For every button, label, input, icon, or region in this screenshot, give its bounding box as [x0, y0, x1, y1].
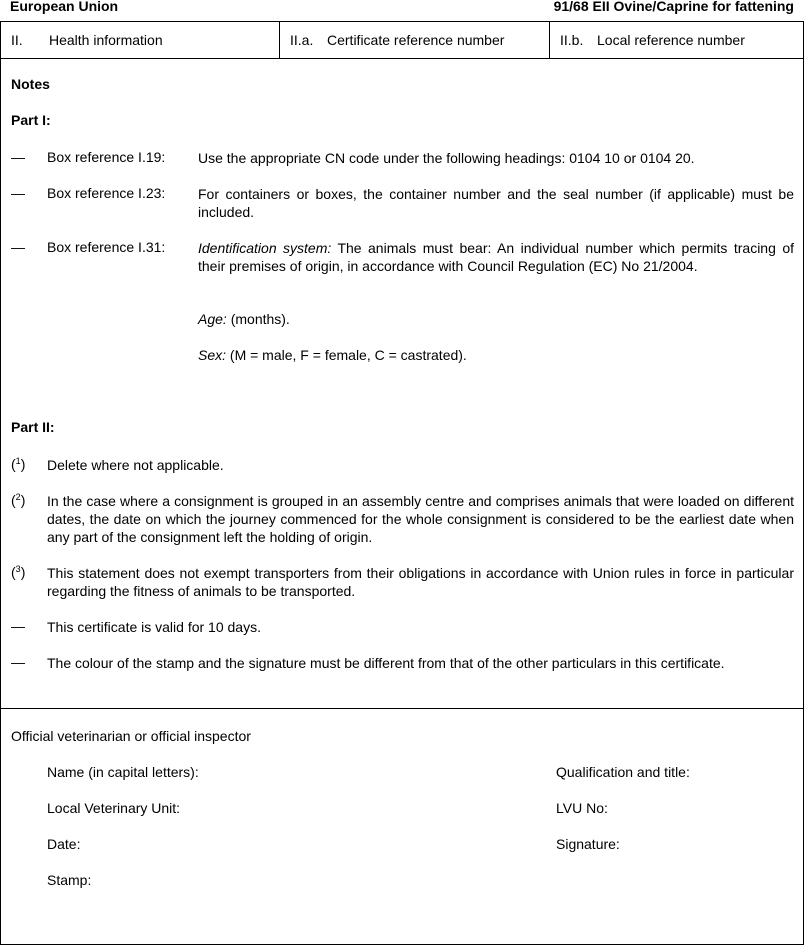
- footnote-number: 2: [15, 492, 21, 502]
- notes-title: Notes: [11, 76, 50, 92]
- footnote-marker: ($^1$): [11, 456, 26, 472]
- health-information-cell: [1, 22, 279, 58]
- footnote-marker: ($^3$): [11, 564, 26, 580]
- sex-label: Sex:: [198, 347, 227, 363]
- certificate-reference-cell: [279, 22, 550, 58]
- section-divider: [1, 708, 803, 709]
- qualification-label: Qualification and title:: [556, 764, 690, 780]
- part2-title: Part II:: [11, 419, 55, 435]
- header-right: 91/68 EII Ovine/Caprine for fattening: [553, 0, 794, 14]
- identification-system-text: [198, 239, 794, 275]
- sex-text: [198, 347, 467, 363]
- stamp-label: Stamp:: [47, 872, 92, 888]
- footnote-text: In the case where a consignment is grouped in an assembly centre and comprises animals that were loaded on different dates, the date on which the journey commenced for the whole consignment is considered to be the earliest date when any part of the consignment left the holding of origin.: [47, 493, 794, 545]
- name-label: Name (in capital letters):: [47, 764, 199, 780]
- box-reference-label: Box reference I.23:: [47, 185, 166, 201]
- part1-title: Part I:: [11, 112, 51, 128]
- age-label: Age:: [198, 311, 227, 327]
- signature-label: Signature:: [556, 836, 620, 852]
- validity-text: This certificate is valid for 10 days.: [47, 619, 261, 635]
- section-header-row: [1, 22, 803, 59]
- age-body: (months).: [226, 311, 290, 327]
- local-reference-label: Local reference number: [597, 32, 745, 48]
- document-header: [10, 0, 794, 16]
- footnote-marker: ($^2$): [11, 492, 26, 508]
- list-dash: —: [11, 618, 25, 634]
- sex-body: (M = male, F = female, C = castrated).: [226, 347, 467, 363]
- header-left: European Union: [10, 0, 119, 14]
- list-dash: —: [11, 239, 25, 255]
- age-text: [198, 311, 290, 327]
- section-label: Health information: [49, 32, 163, 48]
- local-reference-cell: [549, 22, 804, 58]
- certificate-reference-label: Certificate reference number: [327, 32, 505, 48]
- date-label: Date:: [47, 836, 81, 852]
- certificate-reference-number: II.a.: [290, 32, 314, 48]
- certificate-frame: [0, 21, 804, 945]
- list-dash: —: [11, 149, 25, 165]
- box-reference-text: For containers or boxes, the container number and the seal number (if applicable) must be included.: [198, 186, 794, 220]
- stamp-colour-text: The colour of the stamp and the signature must be different from that of the other particulars in this certificate.: [47, 655, 725, 671]
- identification-system-label: Identification system:: [198, 240, 332, 256]
- list-dash: —: [11, 185, 25, 201]
- footnote-text: Delete where not applicable.: [47, 457, 224, 473]
- local-veterinary-unit-label: Local Veterinary Unit:: [47, 800, 181, 816]
- identification-system-body: The animals must bear: An individual number which permits tracing of their premises of origin, in accordance with Council Regulation (EC) No 21/2004.: [198, 240, 794, 274]
- local-reference-number: II.b.: [560, 32, 584, 48]
- footnote-number: 3: [15, 564, 21, 574]
- box-reference-label: Box reference I.31:: [47, 239, 166, 255]
- box-reference-label: Box reference I.19:: [47, 149, 166, 165]
- official-veterinarian-title: Official veterinarian or official inspector: [11, 728, 251, 744]
- lvu-number-label: LVU No:: [556, 800, 608, 816]
- footnote-number: 1: [15, 456, 21, 466]
- box-reference-text: Use the appropriate CN code under the following headings: 0104 10 or 0104 20.: [198, 150, 695, 166]
- section-number: II.: [11, 32, 23, 48]
- footnote-text: This statement does not exempt transporters from their obligations in accordance with Union rules in force in particular regarding the fitness of animals to be transported.: [47, 565, 794, 599]
- list-dash: —: [11, 654, 25, 670]
